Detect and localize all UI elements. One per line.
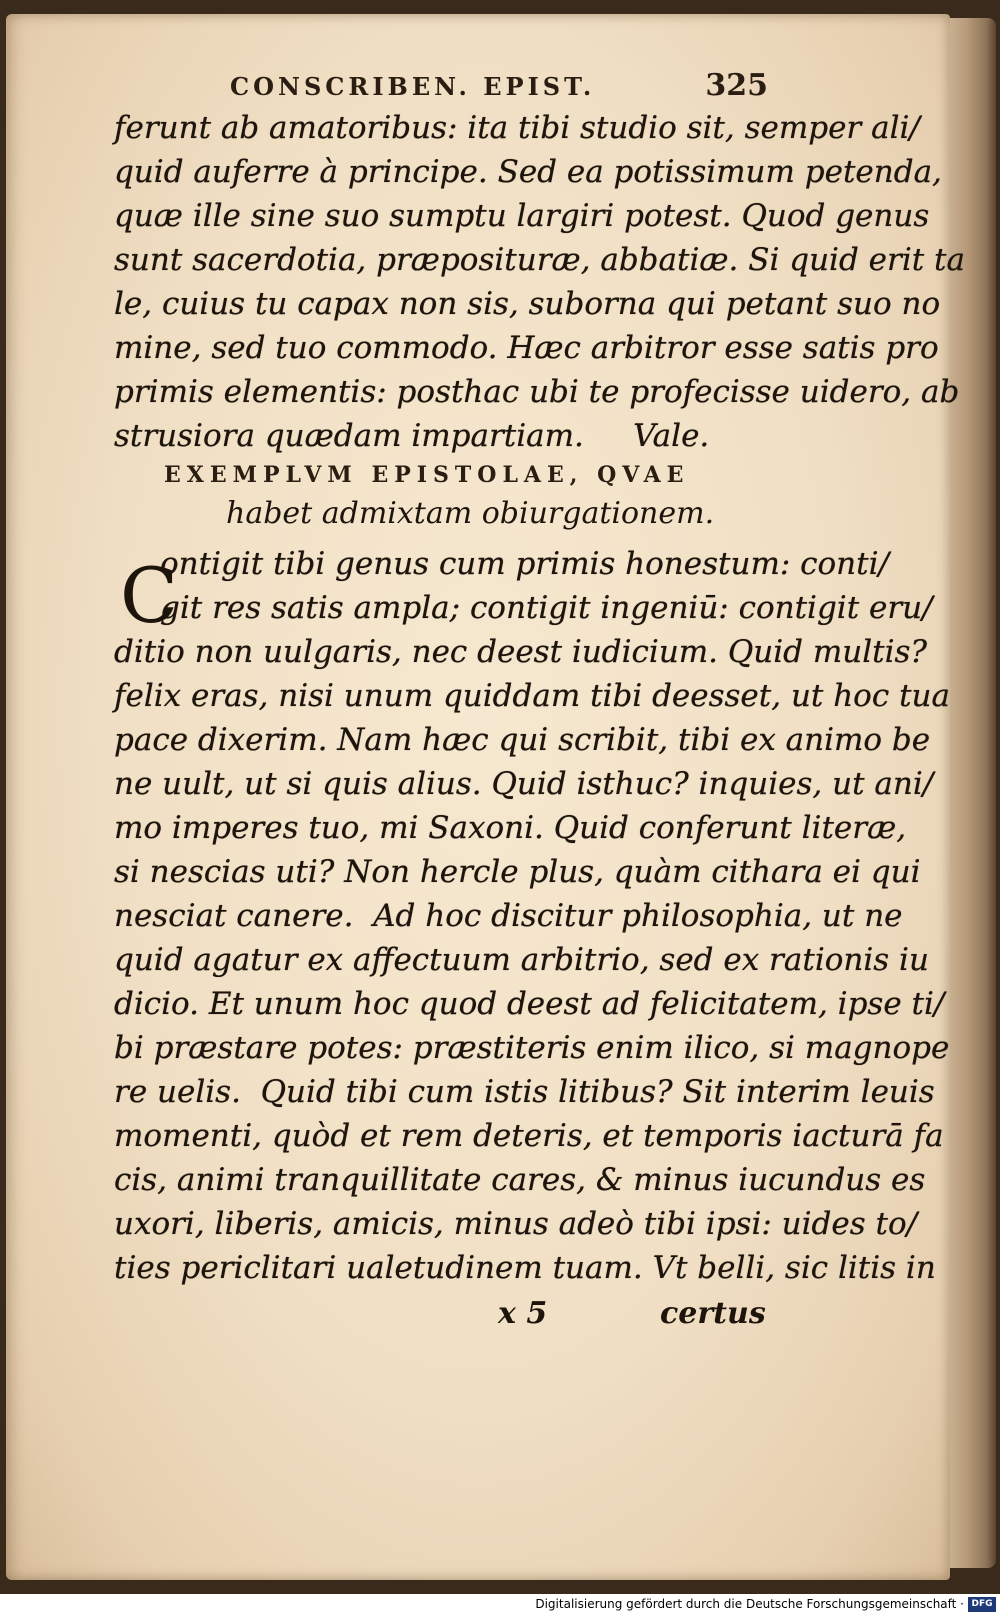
book-page [6, 14, 965, 1580]
text-line: nesciat canere. Ad hoc discitur philosophia, ut ne [114, 898, 903, 934]
text-line: strusiora quædam impartiam. Vale. [114, 418, 710, 454]
text-line: mo imperes tuo, mi Saxoni. Quid conferunt literæ, [114, 810, 907, 846]
page-header [120, 66, 772, 106]
catchword: certus [660, 1296, 766, 1331]
text-line: ties periclitari ualetudinem tuam. Vt belli, sic litis in [114, 1250, 936, 1286]
text-line: sunt sacerdotia, præposituræ, abbatiæ. Si quid erit ta [114, 242, 965, 278]
text-line: ontigit tibi genus cum primis honestum: conti/ [160, 546, 889, 582]
text-line: quæ ille sine suo sumptu largiri potest. Quod genus [114, 198, 930, 234]
text-line: pace dixerim. Nam hæc qui scribit, tibi ex animo be [114, 722, 931, 758]
text-line: quid auferre à principe. Sed ea potissimum petenda, [114, 154, 942, 190]
text-line: uxori, liberis, amicis, minus adeò tibi ipsi: uides to/ [114, 1206, 918, 1242]
text-line: quid agatur ex affectuum arbitrio, sed ex rationis iu [114, 942, 929, 978]
text-line: ferunt ab amatoribus: ita tibi studio sit, semper ali/ [114, 110, 920, 146]
text-line: le, cuius tu capax non sis, suborna qui petant suo no [114, 286, 941, 322]
funding-credit: Digitalisierung gefördert durch die Deutsche Forschungsgemeinschaft · [535, 1597, 964, 1611]
page-number: 325 [705, 68, 768, 103]
digitization-footer [0, 1594, 1000, 1616]
running-head: CONSCRIBEN. EPIST. [230, 72, 596, 101]
text-line: felix eras, nisi unum quiddam tibi deesset, ut hoc tua [114, 678, 950, 714]
dfg-logo-icon: DFG [968, 1597, 996, 1612]
section-subheading: habet admixtam obiurgationem. [226, 496, 715, 531]
signature-mark: x 5 [498, 1296, 548, 1331]
text-line: re uelis. Quid tibi cum istis litibus? Sit interim leuis [114, 1074, 935, 1110]
text-line: cis, animi tranquillitate cares, & minus iucundus es [114, 1162, 926, 1198]
text-line: ditio non uulgaris, nec deest iudicium. Quid multis? [114, 634, 928, 670]
text-line: mine, sed tuo commodo. Hæc arbitror esse satis pro [114, 330, 939, 366]
text-line: ne uult, ut si quis alius. Quid isthuc? inquies, ut ani/ [114, 766, 934, 802]
initial-capital: C [120, 551, 179, 640]
text-line: momenti, quòd et rem deteris, et temporis iacturā fa [114, 1118, 944, 1154]
text-line: dicio. Et unum hoc quod deest ad felicitatem, ipse ti/ [114, 986, 945, 1022]
text-line: bi præstare potes: præstiteris enim ilico, si magnope [114, 1030, 950, 1066]
text-line: primis elementis: posthac ubi te profecisse uidero, ab [114, 374, 960, 410]
section-heading: EXEMPLVM EPISTOLAE, QVAE [164, 462, 690, 488]
text-line: si nescias uti? Non hercle plus, quàm cithara ei qui [114, 854, 921, 890]
text-line: git res satis ampla; contigit ingeniū: contigit eru/ [160, 590, 933, 626]
